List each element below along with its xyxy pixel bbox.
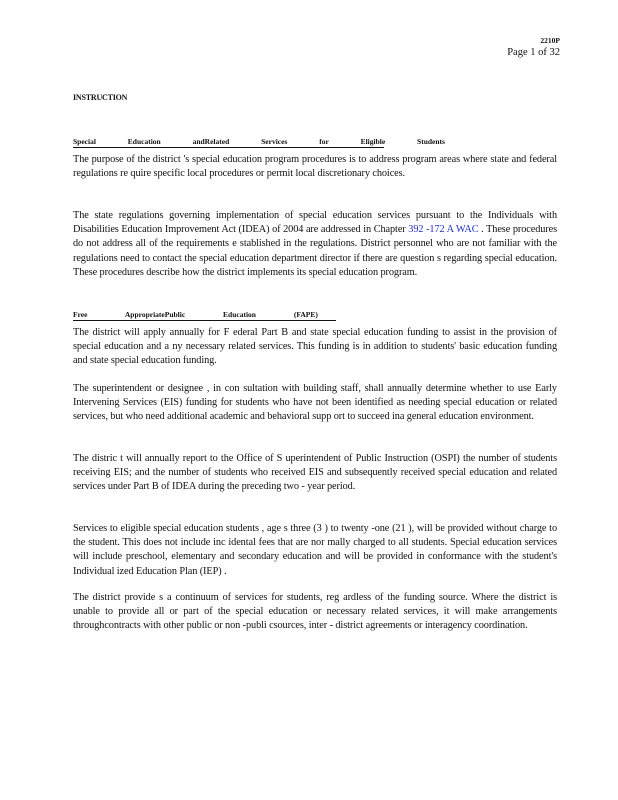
paragraph-text: . These procedures do not address all of the requirements e stablished in the regulations. District personnel who are not familiar with the regulations need to contact the special education department director if there are question s regarding special education. These procedures describe how the district implements its special education program.	[73, 224, 558, 278]
document-code: 2210P	[540, 36, 560, 45]
page-number: Page 1 of 32	[507, 47, 560, 58]
paragraph-state-regulations	[73, 209, 557, 280]
paragraph-text: The state regulations governing implementation of special education services pursuant to the Individuals with Disabilities Education Improvement Act (IDEA) of 2004 are addressed in Chapter	[73, 210, 557, 236]
section-title: INSTRUCTION	[73, 93, 128, 102]
heading-special-education: Special Education andRelated Services for Eligible Students	[73, 137, 445, 146]
wac-link[interactable]: 392 -172 A WAC	[408, 224, 479, 236]
paragraph-eis: The superintendent or designee , in con sultation with building staff, shall annually determine whether to use Early Intervening Services (EIS) funding for students who have not been identified as needing special education or related services, but who need additional academic and behavioral supp ort to succeed ina general education environment.	[73, 383, 557, 423]
paragraph-continuum: The district provide s a continuum of services for students, reg ardless of the funding source. Where the district is unable to provide all or part of the special education or necessary related services, it will make arrangements throughcontracts with other public or non -publi csources, inter - district agreements or interagency coordination.	[73, 592, 557, 632]
paragraph-ospi-report: The distric t will annually report to the Office of S uperintendent of Public Instruction (OSPI) the number of students receiving EIS; and the number of students who received EIS and subsequently received special education and related services under Part B of IDEA during the preceding two - year period.	[73, 453, 557, 493]
paragraph-funding: The district will apply annually for F ederal Part B and state special education funding to assist in the provision of special education and a ny necessary related services. This funding is in addition to students' basic education funding and state special education funding.	[73, 327, 557, 367]
heading-fape: Free AppropriatePublic Education (FAPE)	[73, 310, 336, 321]
paragraph-services: Services to eligible special education students , age s three (3 ) to twenty -one (21 ), will be provided without charge to the student. This does not include inc idental fees that are nor mally charged to all students. Special education services will include preschool, elementary and secondary education and will be provided in conformance with the student's Individual ized Education Plan (IEP) .	[73, 523, 557, 577]
page-header	[507, 36, 560, 59]
paragraph-purpose: The purpose of the district 's special education program procedures is to address program areas where state and federal regulations re quire specific local procedures or permit local discretionary choices.	[73, 154, 557, 180]
